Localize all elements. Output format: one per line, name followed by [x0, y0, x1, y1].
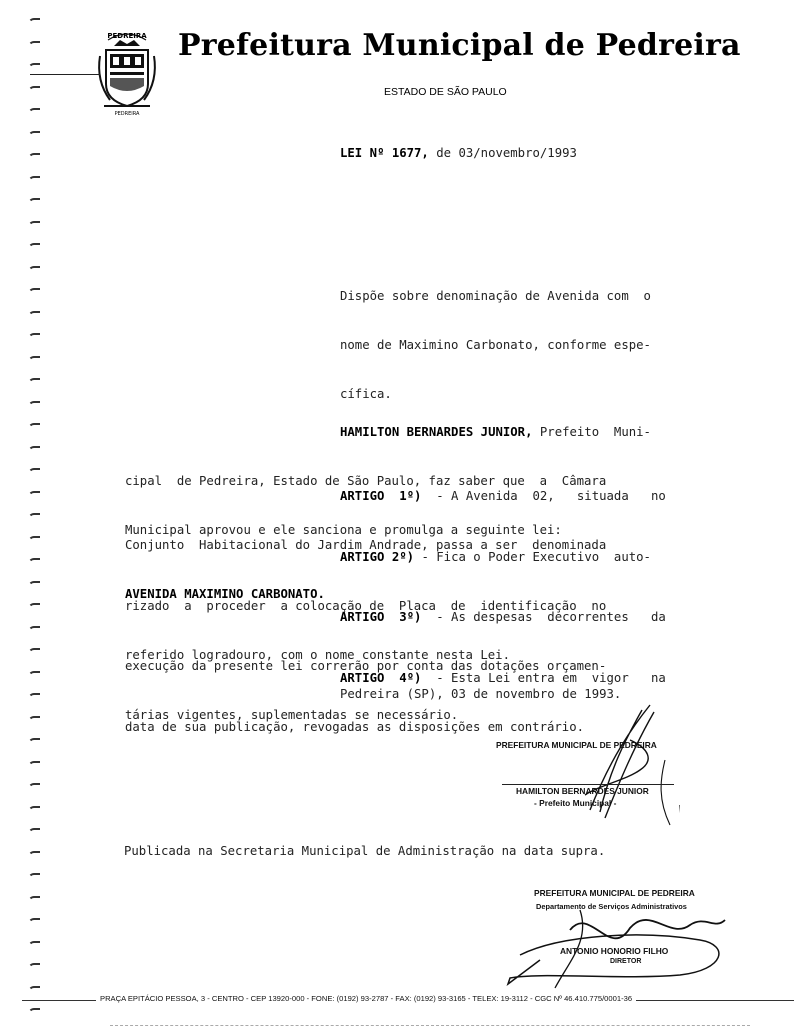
article-line: referido logradouro, com o nome constante nesta Lei. — [125, 647, 510, 662]
margin-tick — [28, 18, 40, 26]
avenue-name: AVENIDA MAXIMINO CARBONATO. — [125, 586, 325, 601]
margin-tick — [28, 873, 40, 881]
margin-tick — [28, 648, 40, 656]
margin-tick — [28, 401, 40, 409]
place-and-date: Pedreira (SP), 03 de novembro de 1993. — [340, 687, 622, 701]
law-date: de 03/novembro/1993 — [428, 146, 577, 160]
margin-tick — [28, 221, 40, 229]
article-line: data de sua publicação, revogadas as disposições em contrário. — [125, 720, 585, 735]
margin-tick — [28, 896, 40, 904]
bottom-edge-mark — [110, 1025, 750, 1026]
margin-tick — [28, 86, 40, 94]
article-line: - As despesas decorrentes da — [421, 610, 666, 625]
margin-tick — [28, 558, 40, 566]
preamble-line: Prefeito Muni- — [532, 425, 651, 440]
director-signature-block — [500, 880, 740, 990]
article-label: ARTIGO 3º) — [340, 610, 422, 625]
crest-ribbon: PEDREIRA — [114, 111, 140, 117]
margin-tick — [28, 581, 40, 589]
article-line: rizado a proceder a colocação de Placa de identificação no — [125, 599, 607, 614]
margin-tick — [28, 243, 40, 251]
margin-tick — [28, 288, 40, 296]
margin-tick — [28, 41, 40, 49]
margin-tick — [28, 761, 40, 769]
margin-tick — [28, 378, 40, 386]
margin-tick — [28, 603, 40, 611]
footer-address: PRAÇA EPITÁCIO PESSOA, 3 - CENTRO - CEP 13920-000 - FONE: (0192) 93-2787 - FAX: (0192) 93-3165 - TELEX: 19-3112 - CGC Nº 46.410.775/0001-36 — [96, 994, 636, 1003]
article-line: tárias vigentes, suplementadas se necessário. — [125, 707, 459, 722]
article-label: ARTIGO 2º) — [340, 550, 415, 565]
state-subtitle: ESTADO DE SÃO PAULO — [384, 86, 507, 98]
director-org-label: PREFEITURA MUNICIPAL DE PEDREIRA — [534, 888, 695, 898]
margin-tick — [28, 693, 40, 701]
margin-tick — [28, 828, 40, 836]
signature-line — [502, 784, 674, 785]
preamble-line: cipal de Pedreira, Estado de São Paulo, faz saber que a Câmara — [125, 474, 607, 489]
margin-tick — [28, 131, 40, 139]
article-label: ARTIGO 1º) — [340, 489, 422, 504]
margin-tick — [28, 153, 40, 161]
margin-tick — [28, 266, 40, 274]
page-title: Prefeitura Municipal de Pedreira — [178, 28, 741, 63]
law-number: LEI Nº 1677, — [340, 146, 429, 160]
summary-line: nome de Maximino Carbonato, conforme espe- — [340, 338, 651, 353]
mayor-signature-block — [490, 700, 710, 830]
margin-tick — [28, 356, 40, 364]
margin-tick — [28, 671, 40, 679]
margin-tick — [28, 311, 40, 319]
director-name-label: ANTONIO HONORIO FILHO — [560, 946, 669, 956]
margin-tick — [28, 63, 40, 71]
mayor-org-label: PREFEITURA MUNICIPAL DE PEDREIRA — [496, 740, 657, 750]
margin-tick — [28, 491, 40, 499]
handwritten-signature-icon — [530, 700, 680, 830]
city-crest-icon — [94, 26, 160, 118]
margin-tick — [28, 468, 40, 476]
header-rule — [30, 74, 100, 75]
margin-tick — [28, 941, 40, 949]
margin-tick — [28, 176, 40, 184]
margin-tick — [28, 446, 40, 454]
mayor-name: HAMILTON BERNARDES JUNIOR, — [340, 425, 533, 440]
margin-tick — [28, 716, 40, 724]
margin-tick — [28, 738, 40, 746]
mayor-name-label: HAMILTON BERNARDES JUNIOR — [516, 786, 649, 796]
article-line: - Fica o Poder Executivo auto- — [414, 550, 651, 565]
handwritten-signature-icon — [500, 900, 740, 990]
publication-note: Publicada na Secretaria Municipal de Administração na data supra. — [124, 844, 606, 858]
margin-tick — [28, 626, 40, 634]
article-line: - A Avenida 02, situada no — [421, 489, 666, 504]
margin-tick — [28, 198, 40, 206]
article-line: execução da presente lei correrão por conta das dotações orçamen- — [125, 659, 607, 674]
margin-tick — [28, 806, 40, 814]
mayor-role-label: - Prefeito Municipal - — [534, 798, 617, 808]
margin-tick — [28, 1008, 40, 1016]
margin-tick — [28, 986, 40, 994]
margin-tick — [28, 423, 40, 431]
crest-banner: PEDREIRA — [107, 32, 147, 40]
left-margin-marks — [28, 0, 48, 1034]
director-dept-label: Departamento de Serviços Administrativos — [536, 902, 687, 911]
margin-tick — [28, 918, 40, 926]
margin-tick — [28, 513, 40, 521]
margin-tick — [28, 536, 40, 544]
preamble-line: Municipal aprovou e ele sanciona e promulga a seguinte lei: — [125, 522, 562, 537]
summary-line: Dispõe sobre denominação de Avenida com o — [340, 289, 651, 304]
margin-tick — [28, 963, 40, 971]
margin-tick — [28, 783, 40, 791]
margin-tick — [28, 108, 40, 116]
law-title — [340, 145, 577, 161]
margin-tick — [28, 851, 40, 859]
article-line: Conjunto Habitacional do Jardim Andrade, passa a ser denominada — [125, 538, 607, 553]
director-role-label: DIRETOR — [610, 958, 642, 965]
summary-line: cífica. — [340, 386, 392, 401]
article-label: ARTIGO 4º) — [340, 671, 422, 686]
margin-tick — [28, 333, 40, 341]
article-line: - Esta Lei entra em vigor na — [421, 671, 666, 686]
